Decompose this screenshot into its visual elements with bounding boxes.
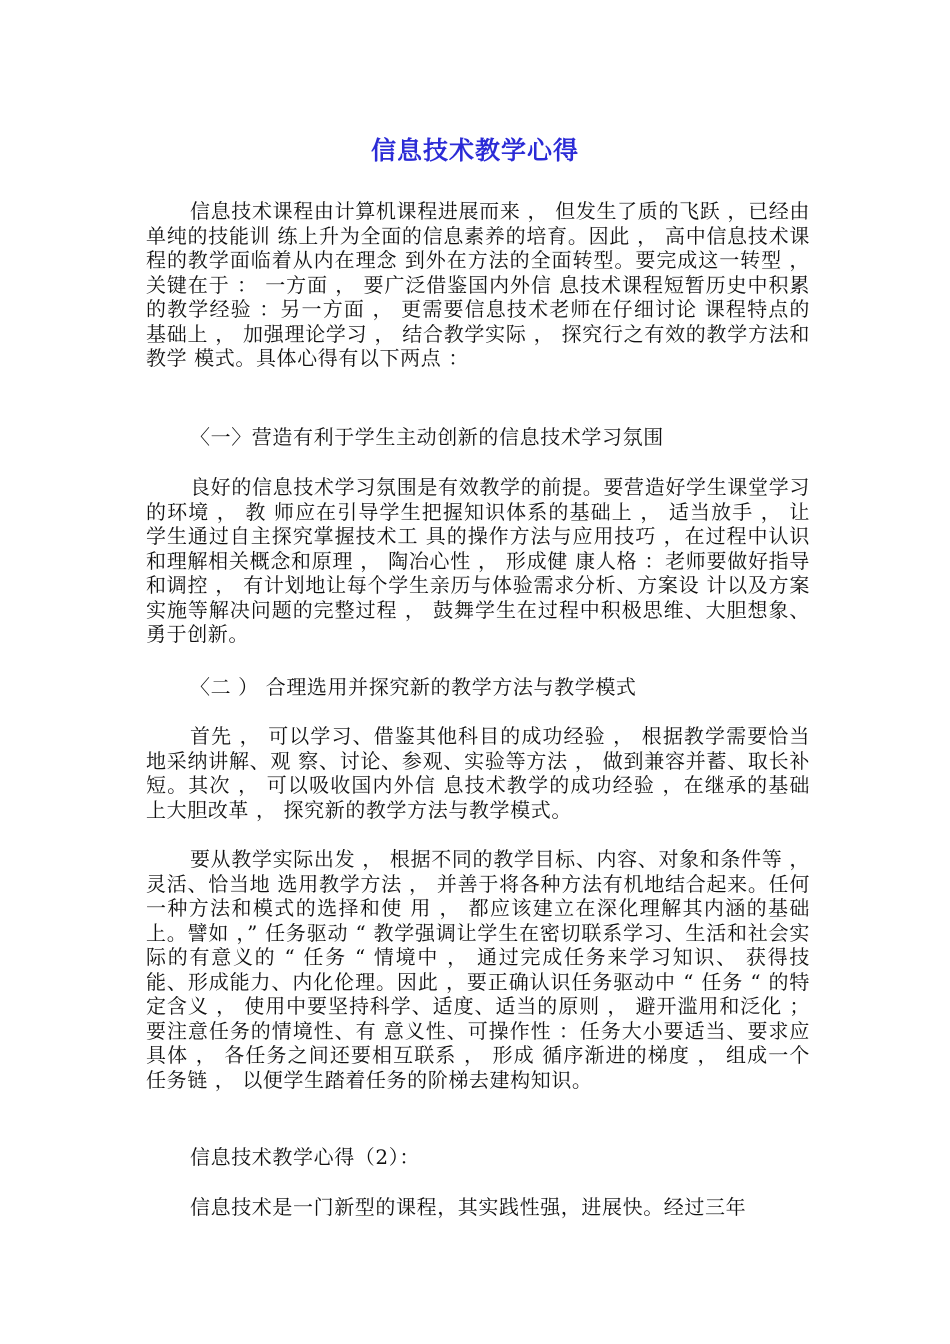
document-title: 信息技术教学心得 [370, 136, 579, 165]
section-heading-part-2: 信息技术教学心得（2）： [190, 1145, 420, 1169]
paragraph-section-2a: 首先 ， 可以学习、借鉴其他科目的成功经验 ， 根据教学需要恰当地采纳讲解、观 察、讨论、参观、实验等方法 ， 做到兼容并蓄、取长补短。其次 ， 可以吸收国内外信 息技术教学的成功经验 ，在继承的基础上大胆改革 ， 探究新的教学方法与教学模式。 [146, 724, 810, 822]
paragraph-section-1: 良好的信息技术学习氛围是有效教学的前提。要营造好学生课堂学习的环境 ， 教 师应在引导学生把握知识体系的基础上 ， 适当放手 ， 让学生通过自主探究掌握技术工 具的操作方法与应用技巧 ，在过程中认识和理解相关概念和原理 ， 陶冶心性 ， 形成健 康人格 ：老师要做好指导和调控 ， 有计划地让每个学生亲历与体验需求分析、方案设 计以及方案实施等解决问题的完整过程 ， 鼓舞学生在过程中积极思维、大胆想象、勇于创新。 [146, 475, 810, 646]
paragraph-intro: 信息技术课程由计算机课程进展而来 ， 但发生了质的飞跃 ，已经由单纯的技能训 练上升为全面的信息素养的培育。因此 ， 高中信息技术课程的教学面临着从内在理念 到外在方法的全面转型。要完成这一转型 ， 关键在于 ： 一方面 ， 要广泛借鉴国内外信 息技术课程短暂历史中积累的教学经验 ：另一方面 ， 更需要信息技术老师在仔细讨论 课程特点的基础上 ， 加强理论学习 ， 结合教学实际 ， 探究行之有效的教学方法和教学 模式。具体心得有以下两点 ： [146, 199, 810, 370]
paragraph-section-2b: 要从教学实际出发 ， 根据不同的教学目标、内容、对象和条件等 ， 灵活、恰当地 选用教学方法 ， 并善于将各种方法有机地结合起来。任何一种方法和模式的选择和使 用 ， 都应该建立在深化理解其内涵的基础上。譬如 ，” 任务驱动 “ 教学强调让学生在密切联系学习、生活和社会实际的有意义的 “ 任务 “ 情境中 ， 通过完成任务来学习知识、 获得技能、形成能力、内化伦理。因此 ，要正确认识任务驱动中 “ 任务 “ 的特定含义 ， 使用中要坚持科学、适度、适当的原则 ， 避开滥用和泛化 ； 要注意任务的情境性、有 意义性、可操作性 ：任务大小要适当、要求应具体 ， 各任务之间还要相互联系 ， 形成 循序渐进的梯度 ， 组成一个任务链 ， 以便学生踏着任务的阶梯去建构知识。 [146, 847, 810, 1092]
section-heading-1: 〈一〉营造有利于学生主动创新的信息技术学习氛围 [190, 425, 664, 449]
section-heading-2: 〈二 ） 合理选用并探究新的教学方法与教学模式 [190, 675, 637, 699]
paragraph-part-2: 信息技术是一门新型的课程，其实践性强，进展快。经过三年 [190, 1195, 747, 1219]
